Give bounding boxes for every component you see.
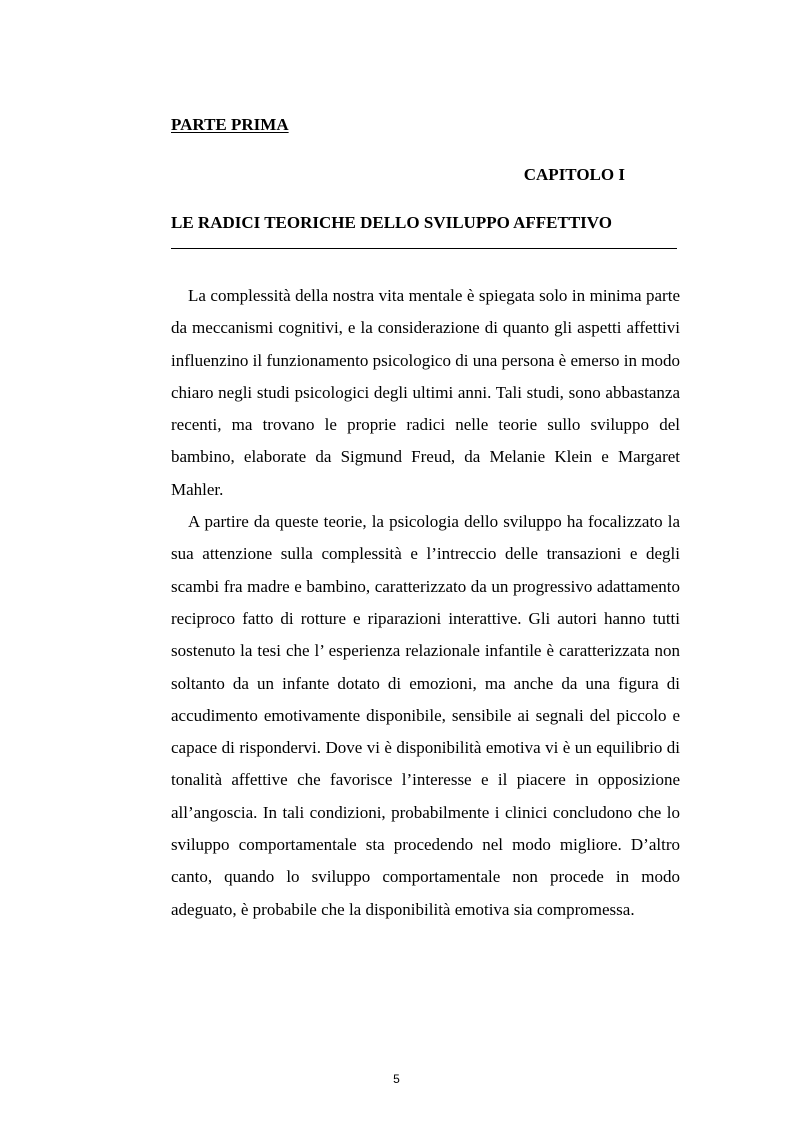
chapter-number: CAPITOLO I bbox=[523, 165, 625, 184]
paragraph: La complessità della nostra vita mentale è spiegata solo in minima parte da meccanismi cognitivi, e la considerazione di quanto gli aspetti affettivi influenzino il funzionamento psicologico di una persona è emerso in modo chiaro negli studi psicologici degli ultimi anni. Tali studi, sono abbastanza recenti, ma trovano le proprie radici nelle teorie sullo sviluppo del bambino, elaborate da Sigmund Freud, da Melanie Klein e Margaret Mahler. bbox=[171, 286, 680, 499]
part-title: PARTE PRIMA bbox=[171, 115, 289, 134]
body-text bbox=[171, 280, 680, 926]
paragraph: A partire da queste teorie, la psicologia dello sviluppo ha focalizzato la sua attenzione sulla complessità e l’intreccio delle transazioni e degli scambi fra madre e bambino, caratterizzato da un progressivo adattamento reciproco fatto di rotture e riparazioni interattive. Gli autori hanno tutti sostenuto la tesi che l’ esperienza relazionale infantile è caratterizzata non soltanto da un infante dotato di emozioni, ma anche da una figura di accudimento emotivamente disponibile, sensibile ai segnali del piccolo e capace di rispondervi. Dove vi è disponibilità emotiva vi è un equilibrio di tonalità affettive che favorisce l’interesse e il piacere in opposizione all’angoscia. In tali condizioni, probabilmente i clinici concludono che lo sviluppo comportamentale sta procedendo nel modo migliore. D’altro canto, quando lo sviluppo comportamentale non procede in modo adeguato, è probabile che la disponibilità emotiva sia compromessa. bbox=[171, 512, 680, 919]
title-divider bbox=[171, 248, 677, 249]
page-number: 5 bbox=[393, 1072, 400, 1086]
chapter-title: LE RADICI TEORICHE DELLO SVILUPPO AFFETTIVO bbox=[171, 213, 612, 232]
